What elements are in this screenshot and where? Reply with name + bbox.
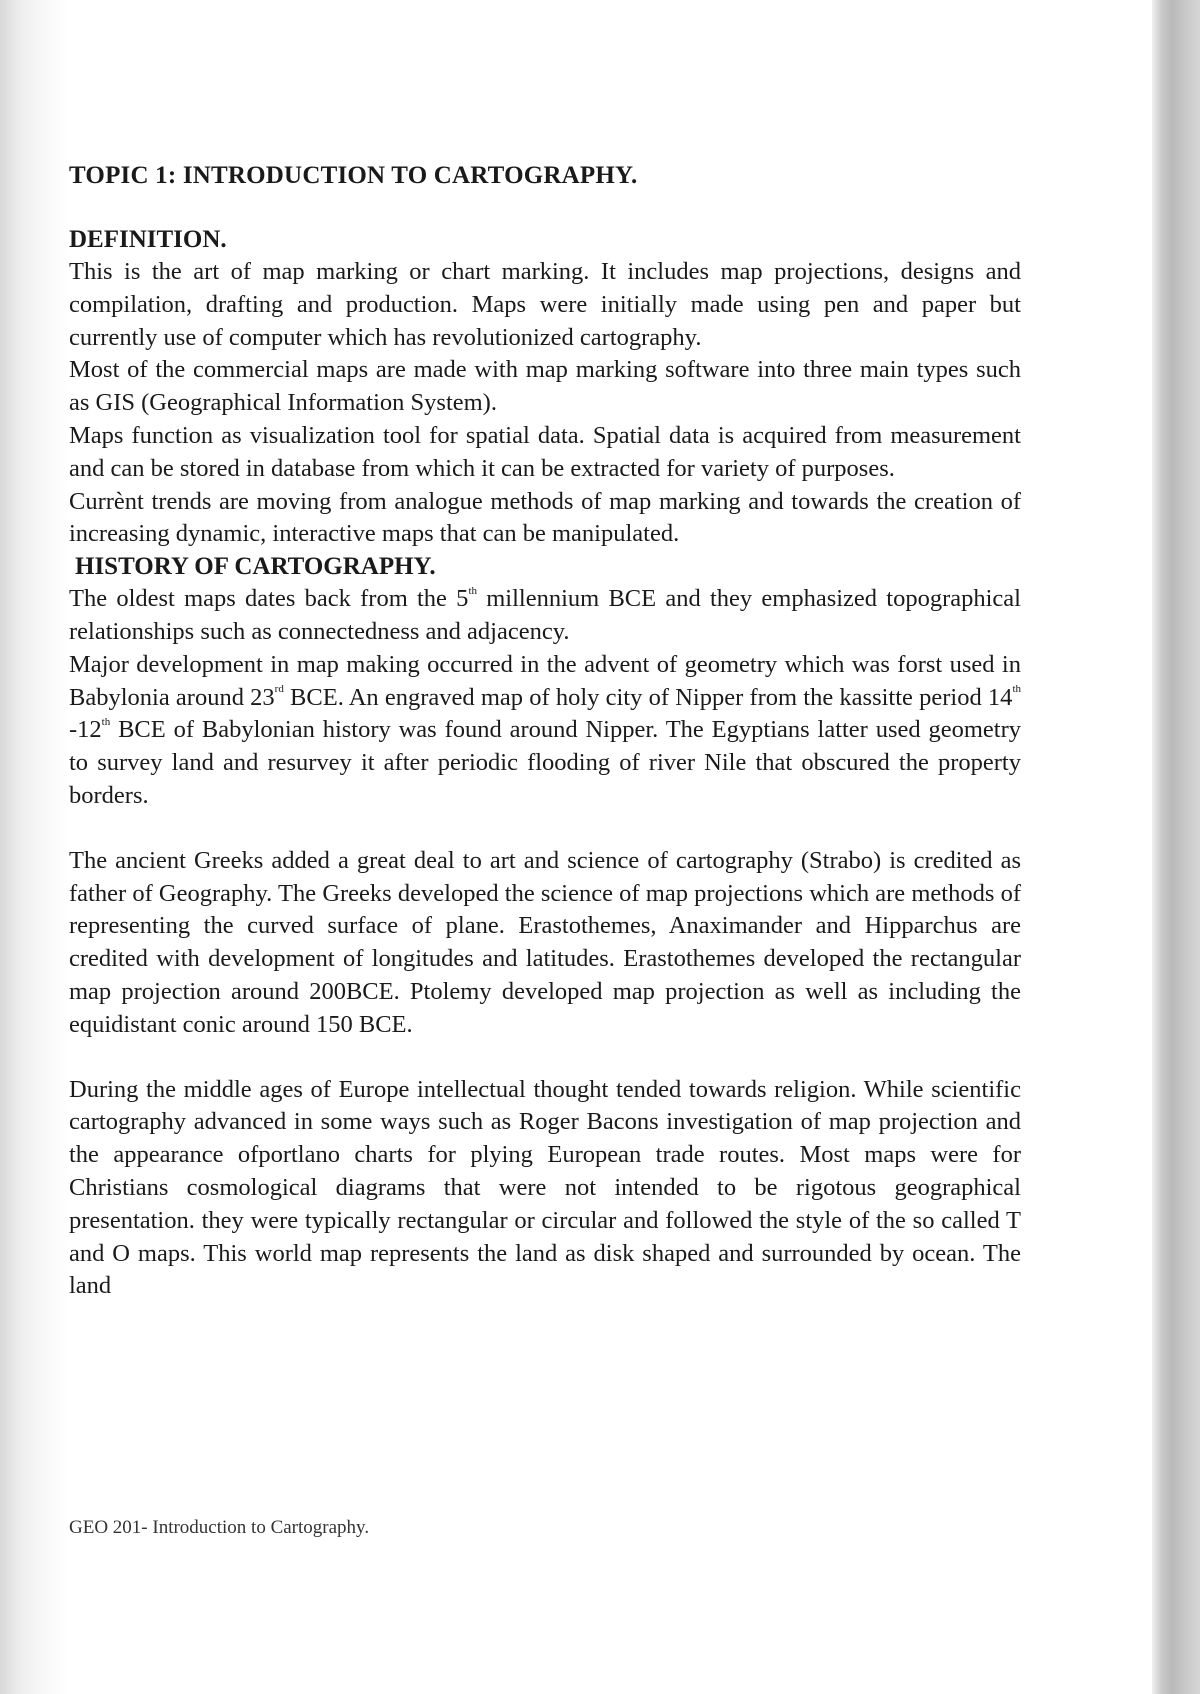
history-paragraph-4: During the middle ages of Europe intellectual thought tended towards religion. While scientific cartography advanced in some ways such as Roger Bacons investigation of map projection and the appearance ofportlano charts for plying European trade routes. Most maps were for Christians cosmological diagrams that were not intended to be rigotous geographical presentation. they were typically rectangular or circular and followed the style of the so called T and O maps. This world map represents the land as disk shaped and surrounded by ocean. The land <box>69 1075 1021 1300</box>
superscript: rd <box>274 683 284 696</box>
document-page <box>69 160 1021 1303</box>
definition-paragraph-2: Most of the commercial maps are made with map marking software into three main types such as GIS (Geographical Information System). <box>69 356 1021 417</box>
topic-title: TOPIC 1: INTRODUCTION TO CARTOGRAPHY. <box>69 162 638 189</box>
definition-paragraph-4: Currènt trends are moving from analogue methods of map marking and towards the creation of increasing dynamic, interactive maps that can be manipulated. <box>69 487 1021 548</box>
superscript: th <box>101 716 111 729</box>
superscript: th <box>1012 683 1021 696</box>
history-paragraph-3: The ancient Greeks added a great deal to art and science of cartography (Strabo) is credited as father of Geography. The Greeks developed the science of map projections which are methods of representing the curved surface of plane. Erastothemes, Anaximander and Hipparchus are credited with development of longitudes and latitudes. Erastothemes developed the rectangular map projection around 200BCE. Ptolemy developed map projection as well as including the equidistant conic around 150 BCE. <box>69 846 1021 1038</box>
definition-heading: DEFINITION. <box>69 226 227 253</box>
definition-paragraph-3: Maps function as visualization tool for spatial data. Spatial data is acquired from measurement and can be stored in database from which it can be extracted for variety of purposes. <box>69 421 1021 482</box>
superscript: th <box>468 585 477 598</box>
definition-paragraph-1: This is the art of map marking or chart marking. It includes map projections, designs and compilation, drafting and production. Maps were initially made using pen and paper but currently use of computer which has revolutionized cartography. <box>69 258 1021 351</box>
history-heading: HISTORY OF CARTOGRAPHY. <box>75 553 436 581</box>
binding-shadow <box>0 0 70 1694</box>
history-paragraph-1: The oldest maps dates back from the 5th millennium BCE and they emphasized topographical relationships such as connectedness and adjacency. <box>69 585 1021 645</box>
scan-edge <box>1152 0 1200 1694</box>
history-paragraph-2: Major development in map making occurred in the advent of geometry which was forst used in Babylonia around 23rd BCE. An engraved map of holy city of Nipper from the kassitte period 14th -12th BCE of Babylonian history was found around Nipper. The Egyptians latter used geometry to survey land and resurvey it after periodic flooding of river Nile that obscured the property borders. <box>69 650 1021 809</box>
page-footer: GEO 201- Introduction to Cartography. <box>69 1517 370 1538</box>
